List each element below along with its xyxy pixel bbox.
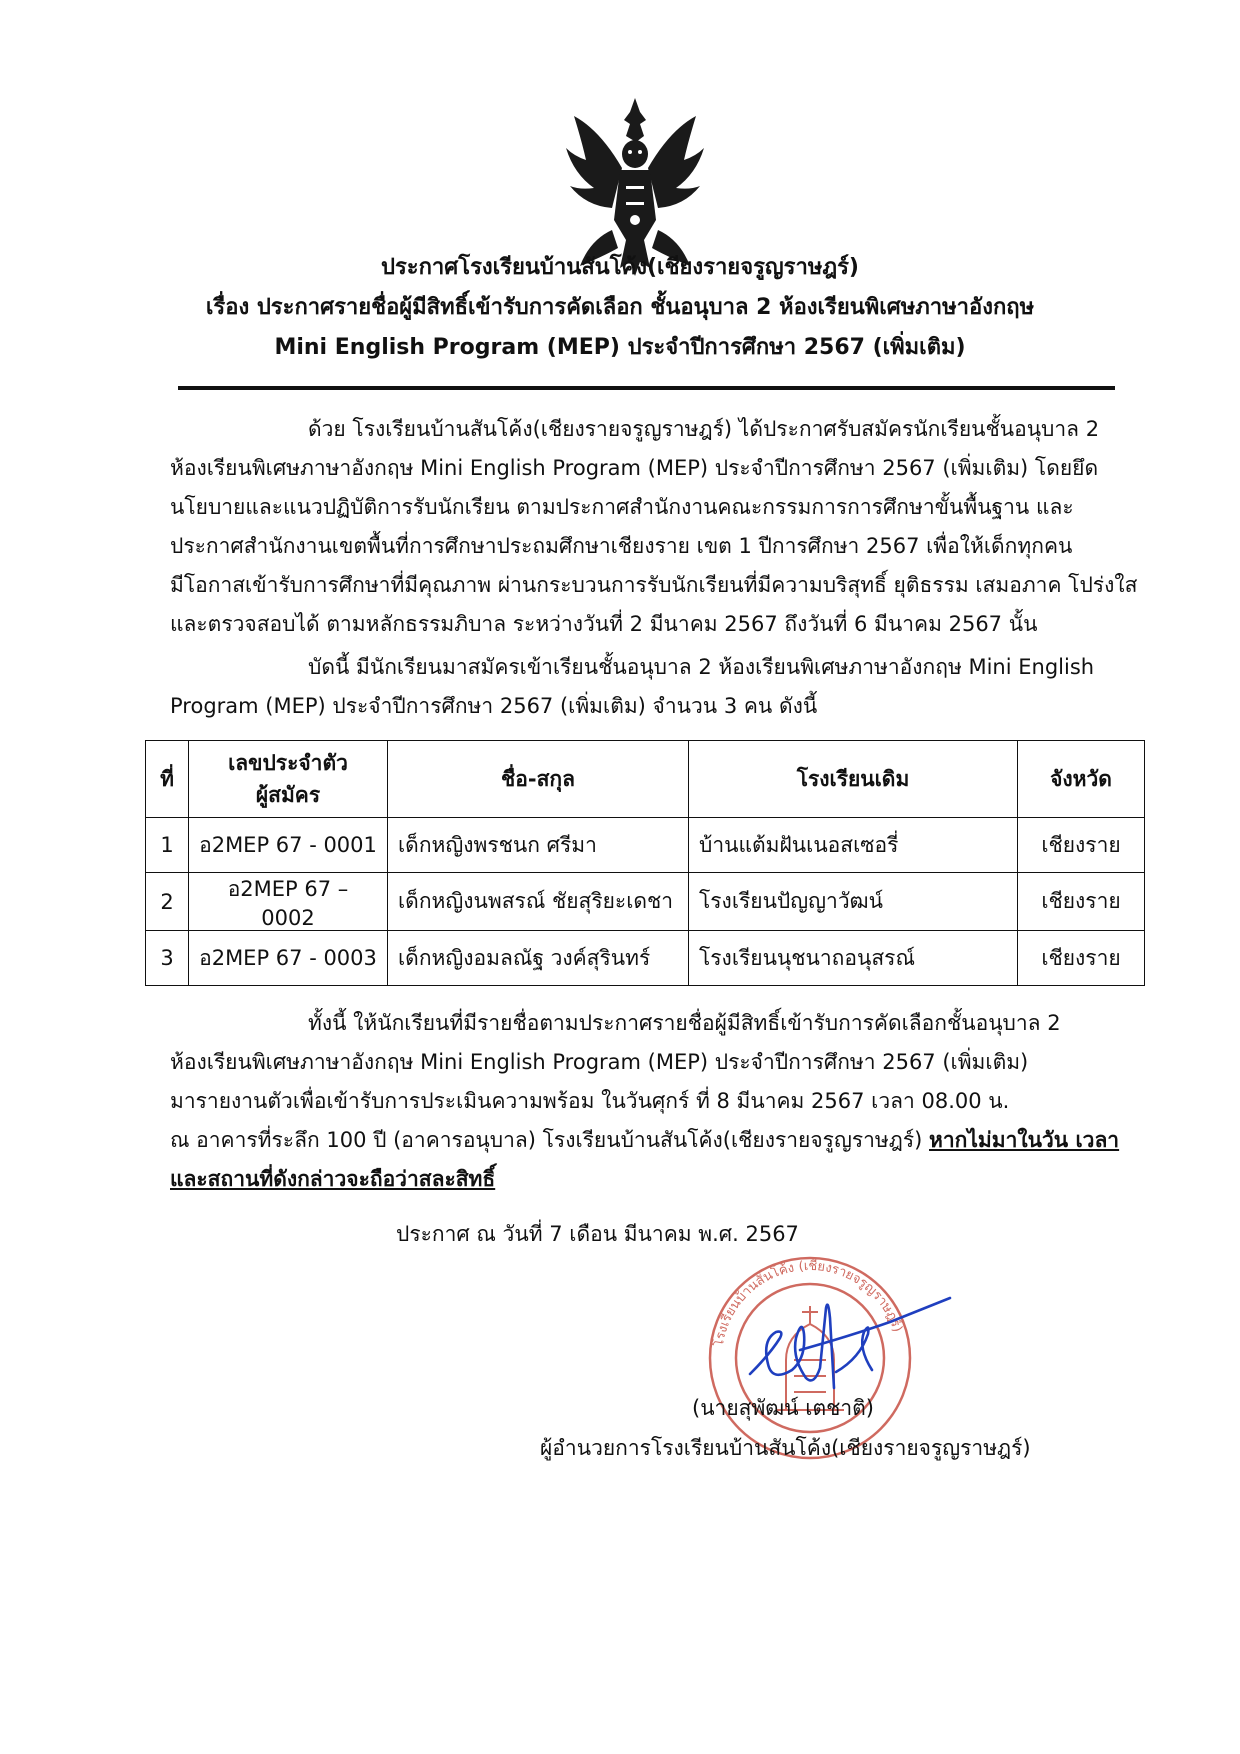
director-signature-icon bbox=[740, 1278, 960, 1408]
intro-line: นโยบายและแนวปฏิบัติการรับนักเรียน ตามประกาศสำนักงานคณะกรรมการการศึกษาขั้นพื้นฐาน และ bbox=[170, 495, 1074, 519]
cell-school: โรงเรียนนุชนาถอนุสรณ์ bbox=[689, 931, 1018, 986]
header-title: ประกาศโรงเรียนบ้านสันโค้ง(เชียงรายจรูญราษฎร์) bbox=[381, 255, 859, 280]
notice-line bbox=[170, 1160, 1120, 1199]
intro-line: มีโอกาสเข้ารับการศึกษาที่มีคุณภาพ ผ่านกระบวนการรับนักเรียนที่มีความบริสุทธิ์ ยุติธรรม เสมอภาค โปร่งใส bbox=[170, 573, 1138, 597]
table-row bbox=[146, 818, 1145, 873]
seal-text: โรงเรียนบ้านสันโค้ง (เชียงรายจรูญราษฎร์) bbox=[711, 1258, 905, 1348]
column-header-name: ชื่อ-สกุล bbox=[388, 741, 689, 818]
notice-line bbox=[170, 1121, 1120, 1160]
cell-province: เชียงราย bbox=[1018, 873, 1145, 931]
cell-applicant-id: อ2MEP 67 – 0002 bbox=[189, 873, 388, 931]
notice-location: ณ อาคารที่ระลึก 100 ปี (อาคารอนุบาล) โรงเรียนบ้านสันโค้ง(เชียงรายจรูญราษฎร์) bbox=[170, 1128, 930, 1152]
notice-line: ทั้งนี้ ให้นักเรียนที่มีรายชื่อตามประกาศรายชื่อผู้มีสิทธิ์เข้ารับการคัดเลือกชั้นอนุบาล 2 bbox=[308, 1011, 1061, 1035]
announcement-date: ประกาศ ณ วันที่ 7 เดือน มีนาคม พ.ศ. 2567 bbox=[396, 1222, 799, 1246]
header-divider bbox=[178, 386, 1115, 390]
intro-line: ประกาศสำนักงานเขตพื้นที่การศึกษาประถมศึกษาเชียงราย เขต 1 ปีการศึกษา 2567 เพื่อให้เด็กทุกคน bbox=[170, 534, 1073, 558]
forfeit-warning: และสถานที่ดังกล่าวจะถือว่าสละสิทธิ์ bbox=[170, 1167, 496, 1191]
column-header-no: ที่ bbox=[146, 741, 189, 818]
forfeit-warning: หากไม่มาในวัน เวลา bbox=[929, 1128, 1120, 1152]
column-header-applicant-id bbox=[189, 741, 388, 818]
cell-no: 3 bbox=[146, 931, 189, 986]
intro-line: ห้องเรียนพิเศษภาษาอังกฤษ Mini English Program (MEP) ประจำปีการศึกษา 2567 (เพิ่มเติม) โดยยึด bbox=[170, 456, 1099, 480]
applicants-line: บัดนี้ มีนักเรียนมาสมัครเข้าเรียนชั้นอนุบาล 2 ห้องเรียนพิเศษภาษาอังกฤษ Mini English bbox=[308, 655, 1095, 679]
cell-school: บ้านแต้มฝันเนอสเซอรี่ bbox=[689, 818, 1018, 873]
column-header-school: โรงเรียนเดิม bbox=[689, 741, 1018, 818]
cell-province: เชียงราย bbox=[1018, 931, 1145, 986]
signer-name: (นายสุพัฒน์ เตชาติ) bbox=[692, 1396, 874, 1420]
cell-name: เด็กหญิงอมลณัฐ วงค์สุรินทร์ bbox=[388, 931, 689, 986]
cell-province: เชียงราย bbox=[1018, 818, 1145, 873]
notice-line: ห้องเรียนพิเศษภาษาอังกฤษ Mini English Program (MEP) ประจำปีการศึกษา 2567 (เพิ่มเติม) bbox=[170, 1050, 1029, 1074]
notice-paragraph bbox=[170, 1004, 1120, 1199]
cell-name: เด็กหญิงนพสรณ์ ชัยสุริยะเดชา bbox=[388, 873, 689, 931]
table-row bbox=[146, 873, 1145, 931]
notice-line: มารายงานตัวเพื่อเข้ารับการประเมินความพร้อม ในวันศุกร์ ที่ 8 มีนาคม 2567 เวลา 08.00 น. bbox=[170, 1089, 1010, 1113]
cell-applicant-id: อ2MEP 67 - 0001 bbox=[189, 818, 388, 873]
cell-no: 1 bbox=[146, 818, 189, 873]
cell-name: เด็กหญิงพรชนก ศรีมา bbox=[388, 818, 689, 873]
signer-position: ผู้อำนวยการโรงเรียนบ้านสันโค้ง(เชียงรายจรูญราษฎร์) bbox=[540, 1436, 1031, 1460]
cell-applicant-id: อ2MEP 67 - 0003 bbox=[189, 931, 388, 986]
cell-school: โรงเรียนปัญญาวัฒน์ bbox=[689, 873, 1018, 931]
intro-paragraph bbox=[170, 410, 1138, 644]
column-header-id-line1: เลขประจำตัว bbox=[228, 751, 348, 775]
applicants-paragraph bbox=[170, 648, 1120, 726]
header-subject: เรื่อง ประกาศรายชื่อผู้มีสิทธิ์เข้ารับการคัดเลือก ชั้นอนุบาล 2 ห้องเรียนพิเศษภาษาอังกฤษ bbox=[205, 295, 1035, 320]
column-header-id-line2: ผู้สมัคร bbox=[255, 783, 321, 807]
applicants-line: Program (MEP) ประจำปีการศึกษา 2567 (เพิ่มเติม) จำนวน 3 คน ดังนี้ bbox=[170, 694, 818, 718]
table-header-row bbox=[146, 741, 1145, 818]
table-row bbox=[146, 931, 1145, 986]
intro-line: และตรวจสอบได้ ตามหลักธรรมภิบาล ระหว่างวันที่ 2 มีนาคม 2567 ถึงวันที่ 6 มีนาคม 2567 นั้น bbox=[170, 612, 1038, 636]
column-header-province: จังหวัด bbox=[1018, 741, 1145, 818]
announcement-header bbox=[150, 248, 1090, 368]
header-program: Mini English Program (MEP) ประจำปีการศึกษา 2567 (เพิ่มเติม) bbox=[274, 335, 966, 360]
cell-no: 2 bbox=[146, 873, 189, 931]
applicants-table bbox=[145, 740, 1145, 986]
intro-line: ด้วย โรงเรียนบ้านสันโค้ง(เชียงรายจรูญราษฎร์) ได้ประกาศรับสมัครนักเรียนชั้นอนุบาล 2 bbox=[308, 417, 1100, 441]
